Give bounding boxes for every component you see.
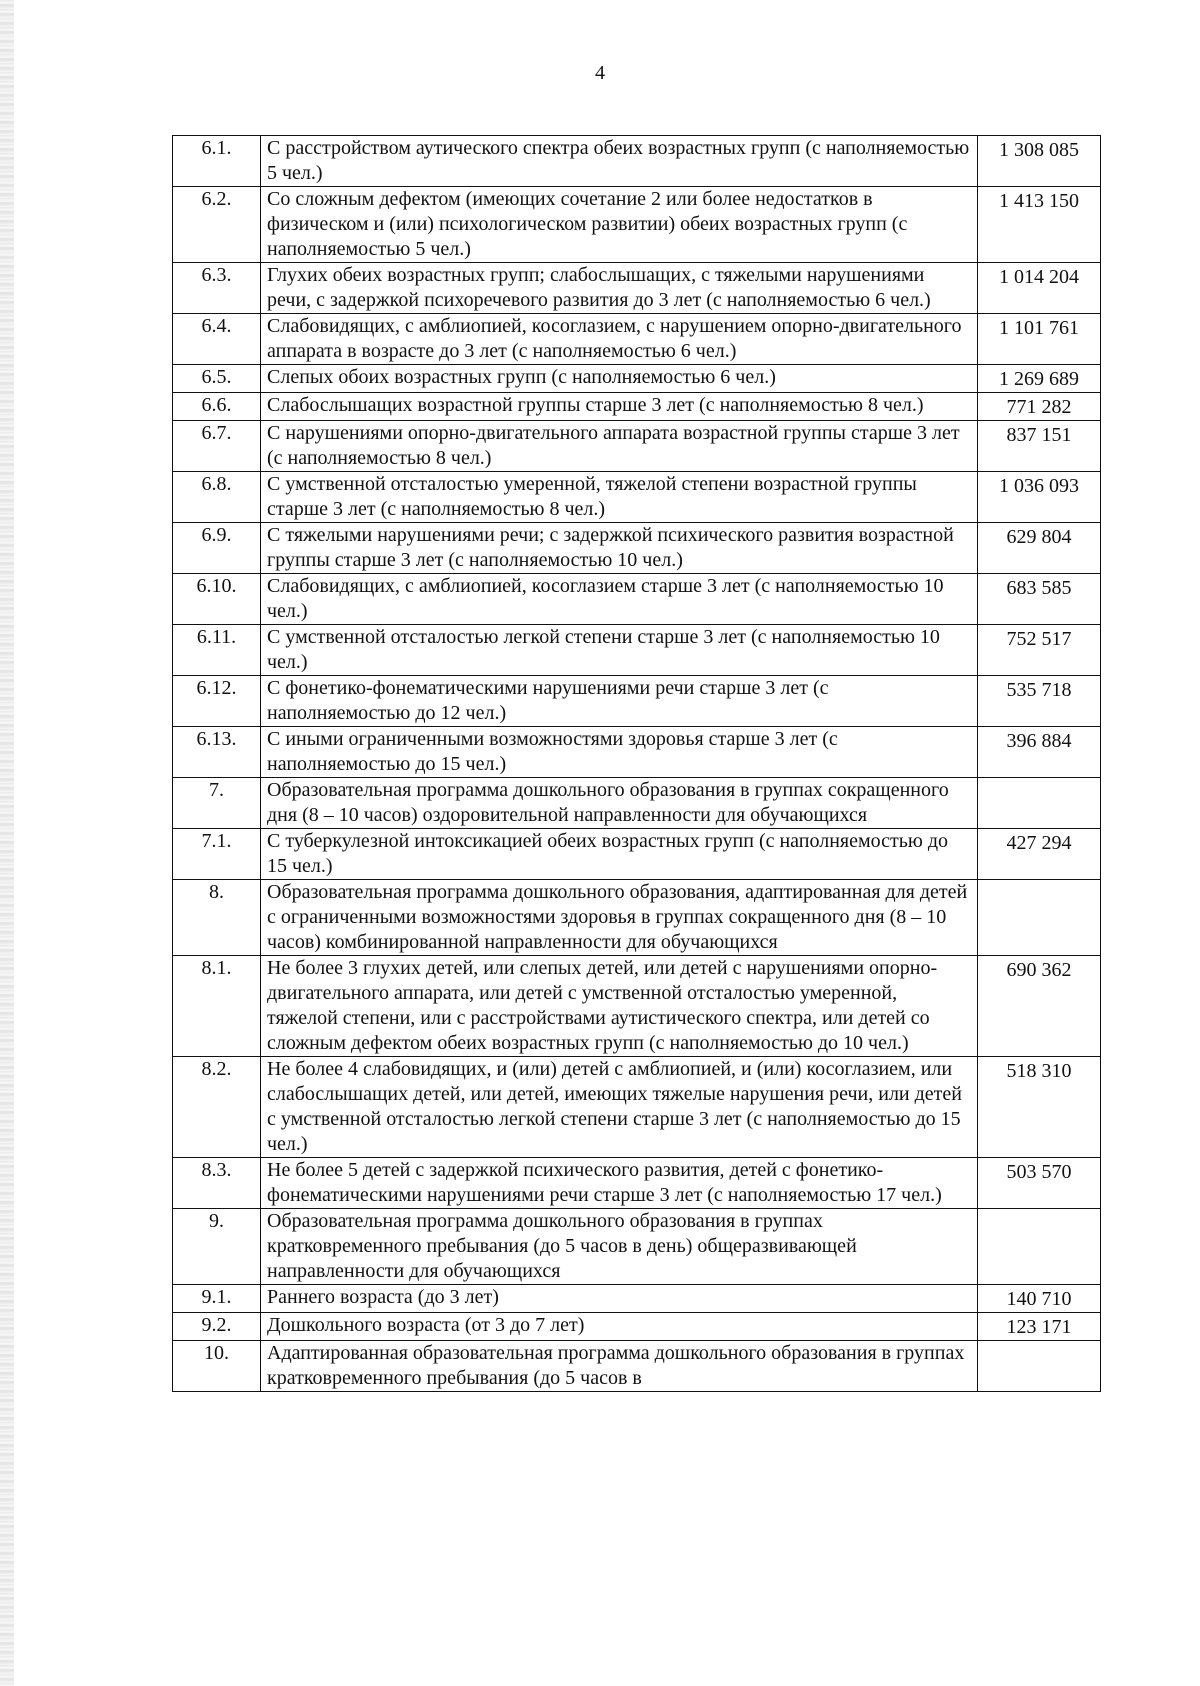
row-value: 752 517	[978, 625, 1101, 676]
table-row	[173, 1209, 1101, 1285]
row-description: Не более 5 детей с задержкой психического развития, детей с фонетико-фонематическими нарушениями речи старше 3 лет (с наполняемостью 17 чел.)	[261, 1158, 978, 1209]
row-value: 690 362	[978, 956, 1101, 1057]
row-number: 6.4.	[173, 314, 261, 365]
table-row	[173, 829, 1101, 880]
row-number: 8.2.	[173, 1057, 261, 1158]
row-value: 396 884	[978, 727, 1101, 778]
row-value: 1 413 150	[978, 187, 1101, 263]
table-row	[173, 421, 1101, 472]
table-row	[173, 136, 1101, 187]
row-description: Со сложным дефектом (имеющих сочетание 2 или более недостатков в физическом и (или) психологическом развитии) обеих возрастных групп (с наполняемостью 5 чел.)	[261, 187, 978, 263]
cost-table	[172, 135, 1101, 1392]
page-number: 4	[595, 62, 605, 84]
row-description: Глухих обеих возрастных групп; слабослышащих, с тяжелыми нарушениями речи, с задержкой психоречевого развития до 3 лет (с наполняемостью 6 чел.)	[261, 263, 978, 314]
table-row	[173, 314, 1101, 365]
row-number: 6.3.	[173, 263, 261, 314]
row-number: 6.7.	[173, 421, 261, 472]
row-description: Образовательная программа дошкольного образования в группах кратковременного пребывания (до 5 часов в день) общеразвивающей направленности для обучающихся	[261, 1209, 978, 1285]
row-value: 1 101 761	[978, 314, 1101, 365]
row-value: 503 570	[978, 1158, 1101, 1209]
table-row	[173, 523, 1101, 574]
row-value	[978, 778, 1101, 829]
row-description: С фонетико-фонематическими нарушениями речи старше 3 лет (с наполняемостью до 12 чел.)	[261, 676, 978, 727]
row-description: Слабовидящих, с амблиопией, косоглазием, с нарушением опорно-двигательного аппарата в возрасте до 3 лет (с наполняемостью 6 чел.)	[261, 314, 978, 365]
row-description: Слабовидящих, с амблиопией, косоглазием старше 3 лет (с наполняемостью 10 чел.)	[261, 574, 978, 625]
table-row	[173, 263, 1101, 314]
row-description: Дошкольного возраста (от 3 до 7 лет)	[261, 1313, 978, 1341]
row-value: 771 282	[978, 393, 1101, 421]
row-description: Образовательная программа дошкольного образования, адаптированная для детей с ограниченными возможностями здоровья в группах сокращенного дня (8 – 10 часов) комбинированной направленности для обучающихся	[261, 880, 978, 956]
row-number: 6.6.	[173, 393, 261, 421]
row-number: 6.9.	[173, 523, 261, 574]
row-description: Не более 4 слабовидящих, и (или) детей с амблиопией, и (или) косоглазием, или слабослышащих детей, или детей, имеющих тяжелые нарушения речи, или детей с умственной отсталостью легкой степени старше 3 лет (с наполняемостью до 15 чел.)	[261, 1057, 978, 1158]
row-number: 9.	[173, 1209, 261, 1285]
row-number: 7.	[173, 778, 261, 829]
table-row	[173, 472, 1101, 523]
table-row	[173, 625, 1101, 676]
row-description: Адаптированная образовательная программа дошкольного образования в группах кратковременного пребывания (до 5 часов в	[261, 1341, 978, 1392]
row-value: 1 014 204	[978, 263, 1101, 314]
row-number: 6.8.	[173, 472, 261, 523]
row-description: С расстройством аутического спектра обеих возрастных групп (с наполняемостью 5 чел.)	[261, 136, 978, 187]
table-row	[173, 676, 1101, 727]
row-value: 427 294	[978, 829, 1101, 880]
row-number: 6.13.	[173, 727, 261, 778]
table-row	[173, 778, 1101, 829]
table-row	[173, 1158, 1101, 1209]
scan-edge-artifact	[0, 0, 14, 1686]
row-number: 10.	[173, 1341, 261, 1392]
row-description: Слепых обоих возрастных групп (с наполняемостью 6 чел.)	[261, 365, 978, 393]
row-description: С тяжелыми нарушениями речи; с задержкой психического развития возрастной группы старше 3 лет (с наполняемостью 10 чел.)	[261, 523, 978, 574]
row-description: С умственной отсталостью умеренной, тяжелой степени возрастной группы старше 3 лет (с наполняемостью 8 чел.)	[261, 472, 978, 523]
row-value: 1 308 085	[978, 136, 1101, 187]
row-number: 6.12.	[173, 676, 261, 727]
table-row	[173, 1057, 1101, 1158]
table-row	[173, 880, 1101, 956]
row-number: 6.10.	[173, 574, 261, 625]
row-value: 140 710	[978, 1285, 1101, 1313]
row-description: С иными ограниченными возможностями здоровья старше 3 лет (с наполняемостью до 15 чел.)	[261, 727, 978, 778]
row-description: С умственной отсталостью легкой степени старше 3 лет (с наполняемостью 10 чел.)	[261, 625, 978, 676]
row-value	[978, 880, 1101, 956]
row-description: С нарушениями опорно-двигательного аппарата возрастной группы старше 3 лет (с наполняемостью 8 чел.)	[261, 421, 978, 472]
row-value	[978, 1341, 1101, 1392]
row-description: Не более 3 глухих детей, или слепых детей, или детей с нарушениями опорно-двигательного аппарата, или детей с умственной отсталостью умеренной, тяжелой степени, или с расстройствами аутистического спектра, или детей со сложным дефектом обеих возрастных групп (с наполняемостью до 10 чел.)	[261, 956, 978, 1057]
row-number: 6.5.	[173, 365, 261, 393]
row-value: 837 151	[978, 421, 1101, 472]
row-value: 535 718	[978, 676, 1101, 727]
row-description: Слабослышащих возрастной группы старше 3 лет (с наполняемостью 8 чел.)	[261, 393, 978, 421]
row-value: 629 804	[978, 523, 1101, 574]
row-value	[978, 1209, 1101, 1285]
table-row	[173, 1341, 1101, 1392]
table-row	[173, 187, 1101, 263]
table-row	[173, 365, 1101, 393]
row-number: 6.2.	[173, 187, 261, 263]
table-row	[173, 1313, 1101, 1341]
row-description: Раннего возраста (до 3 лет)	[261, 1285, 978, 1313]
row-number: 7.1.	[173, 829, 261, 880]
row-value: 1 269 689	[978, 365, 1101, 393]
row-value: 1 036 093	[978, 472, 1101, 523]
row-description: С туберкулезной интоксикацией обеих возрастных групп (с наполняемостью до 15 чел.)	[261, 829, 978, 880]
table-row	[173, 393, 1101, 421]
table-row	[173, 574, 1101, 625]
row-value: 683 585	[978, 574, 1101, 625]
row-value: 518 310	[978, 1057, 1101, 1158]
row-number: 8.	[173, 880, 261, 956]
row-number: 6.1.	[173, 136, 261, 187]
table-body	[173, 136, 1101, 1392]
table-row	[173, 1285, 1101, 1313]
table-row	[173, 727, 1101, 778]
row-number: 6.11.	[173, 625, 261, 676]
table-row	[173, 956, 1101, 1057]
row-description: Образовательная программа дошкольного образования в группах сокращенного дня (8 – 10 часов) оздоровительной направленности для обучающихся	[261, 778, 978, 829]
row-number: 8.1.	[173, 956, 261, 1057]
row-number: 9.1.	[173, 1285, 261, 1313]
row-number: 8.3.	[173, 1158, 261, 1209]
row-number: 9.2.	[173, 1313, 261, 1341]
row-value: 123 171	[978, 1313, 1101, 1341]
